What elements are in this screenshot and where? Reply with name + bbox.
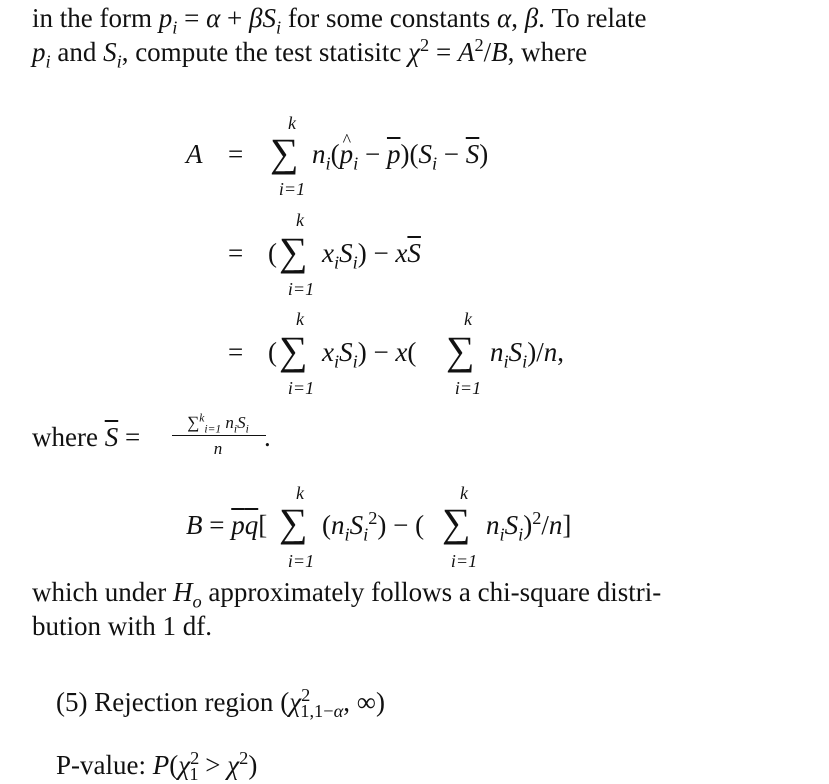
text-span: P-value: (56, 750, 153, 780)
eq-b-left: $B = \overline{p}\overline{q}$[ (186, 510, 268, 540)
eq-b-mid: $(n_iS_i^2)$ − ( (322, 508, 425, 545)
sum-sigma-3a: ∑ (279, 328, 308, 373)
eq-equals-3: = (228, 337, 244, 367)
eq-b-end: $n_iS_i)^2/n$] (486, 508, 572, 545)
text-span: . To relate (538, 3, 647, 33)
text-span: , compute the test statisitc (121, 37, 409, 67)
frac-bar (172, 435, 266, 436)
sum-sigma-1: ∑ (270, 130, 299, 175)
sum-sigma-b1: ∑ (279, 500, 308, 545)
frac-numerator: ∑$^k_{i=1}$ $n_iS_i$ (187, 411, 249, 436)
paren-open-3: ( (268, 337, 277, 367)
eq-a-row2-body: $x_iS_i) - x\overline{S}$ (322, 238, 421, 273)
sum-upper-2: k (296, 210, 304, 230)
math-pi: $p_i$ (32, 37, 51, 72)
eq-a-label: A (186, 139, 203, 169)
math-constants: α, β (497, 3, 539, 33)
sum-lower-3b: i=1 (454, 378, 482, 398)
text-line-2 (32, 35, 588, 72)
sum-upper-1: k (288, 113, 296, 133)
eq-equals-1: = (228, 139, 244, 169)
math-ho: $H_o$ (172, 577, 202, 612)
sum-sigma-2: ∑ (279, 229, 308, 274)
sum-upper-3a: k (296, 309, 304, 329)
math-chi-eq: $\chi^2 = A^2/B$ (408, 35, 508, 67)
sum-upper-b1: k (296, 483, 304, 503)
paren-open-2: ( (268, 238, 277, 268)
text-span: which under (32, 577, 173, 607)
text-span: where (32, 422, 105, 452)
text-span: bution with 1 df. (32, 611, 212, 641)
sum-lower-2: i=1 (287, 279, 315, 299)
sum-sigma-3b: ∑ (446, 328, 475, 373)
text-span: approximately follows a chi-square distri- (201, 577, 662, 607)
rejection-region-line (56, 685, 385, 722)
eq-equals-2: = (228, 238, 244, 268)
math-sbar: $\overline{S}$ = (104, 422, 141, 452)
sum-lower-b1: i=1 (287, 551, 315, 571)
sum-lower-3a: i=1 (287, 378, 315, 398)
period: . (264, 422, 271, 452)
pvalue-line (56, 748, 258, 784)
sum-lower-b2: i=1 (450, 551, 478, 571)
text-span: , where (507, 37, 588, 67)
math-pi-eq: $p_i = \alpha + \beta S_i$ (158, 3, 282, 38)
text-line-under-1 (32, 576, 662, 612)
sum-upper-3b: k (464, 309, 472, 329)
text-span: for some constants (281, 3, 498, 33)
sum-sigma-b2: ∑ (442, 500, 471, 545)
math-rejection: ($\chi^2_{1,1-\alpha}$, ∞) (280, 685, 385, 722)
where-s-line (32, 421, 140, 453)
frac-denominator: n (213, 439, 223, 458)
text-line-1 (32, 2, 647, 38)
text-span: and (50, 37, 104, 67)
eq-a-row1-body: $n_i(\^{}$ $p_i - \overline{p})(S_i - \overline{S})$ (312, 138, 488, 170)
eq-a-row3-mid: $x_iS_i) - x$( (322, 337, 417, 372)
sum-lower-1: i=1 (278, 179, 306, 199)
text-span: in the form (32, 3, 159, 33)
text-line-under-2 (32, 610, 212, 642)
eq-a-row3-end: $n_iS_i)/n$, (490, 337, 564, 372)
text-span: (5) Rejection region (56, 687, 281, 717)
math-pvalue: $P(\chi^2_1 > \chi^2)$ (152, 748, 258, 784)
sum-upper-b2: k (460, 483, 468, 503)
math-si: $S_i$ (103, 37, 122, 72)
